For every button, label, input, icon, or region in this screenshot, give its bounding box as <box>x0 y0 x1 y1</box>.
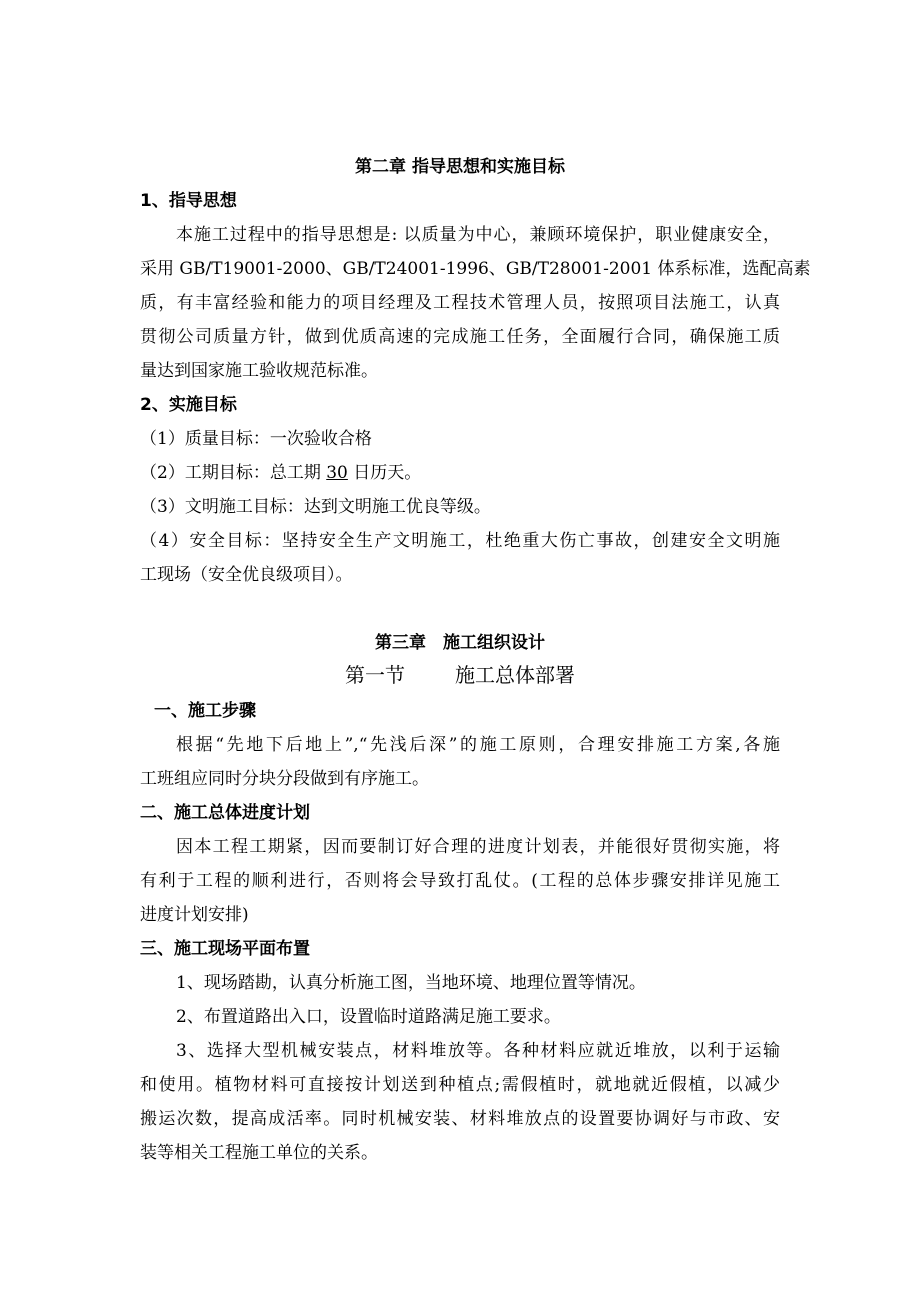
guiding-paragraph-line: 本施工过程中的指导思想是: 以质量为中心，兼顾环境保护，职业健康安全， <box>176 225 780 245</box>
goal-schedule <box>140 462 421 484</box>
goal-schedule-days: 30 <box>326 463 348 483</box>
heading-steps: 一、施工步骤 <box>154 701 256 721</box>
layout-item-3-line: 装等相关工程施工单位的关系。 <box>140 1143 378 1163</box>
section-label: 第一节 <box>345 663 405 687</box>
layout-item-1: 1、现场踏勘，认真分析施工图，当地环境、地理位置等情况。 <box>176 973 646 993</box>
guiding-paragraph-line: 量达到国家施工验收规范标准。 <box>140 361 378 381</box>
guiding-paragraph-line: 贯彻公司质量方针，做到优质高速的完成施工任务，全面履行合同，确保施工质 <box>140 327 780 347</box>
goal-safety-line: 工现场（安全优良级项目）。 <box>140 565 353 585</box>
steps-paragraph-line: 根据“先地下后地上”,“先浅后深”的施工原则，合理安排施工方案,各施 <box>176 735 780 755</box>
guiding-paragraph-line: 质，有丰富经验和能力的项目经理及工程技术管理人员，按照项目法施工，认真 <box>140 293 780 313</box>
chapter3-title: 第三章 施工组织设计 <box>375 633 545 653</box>
chapter2-title: 第二章 指导思想和实施目标 <box>355 157 565 177</box>
layout-item-3-line: 3、选择大型机械安装点，材料堆放等。各种材料应就近堆放，以利于运输 <box>176 1041 780 1061</box>
schedule-paragraph-line: 有利于工程的顺利进行，否则将会导致打乱仗。(工程的总体步骤安排详见施工 <box>140 871 780 891</box>
section-name: 施工总体部署 <box>455 663 575 687</box>
layout-item-3-line: 搬运次数，提高成活率。同时机械安装、材料堆放点的设置要协调好与市政、安 <box>140 1109 780 1129</box>
section-goals-heading: 2、实施目标 <box>140 395 237 415</box>
steps-paragraph-line: 工班组应同时分块分段做到有序施工。 <box>140 769 429 789</box>
layout-item-3-line: 和使用。植物材料可直接按计划送到种植点;需假植时，就地就近假植，以减少 <box>140 1075 780 1095</box>
goal-civilized: （3）文明施工目标：达到文明施工优良等级。 <box>140 497 491 517</box>
guiding-paragraph-line: 采用 GB/T19001-2000、GB/T24001-1996、GB/T28001-2001 体系标准，选配高素 <box>140 259 811 279</box>
goal-quality: （1）质量目标：一次验收合格 <box>140 429 372 449</box>
layout-item-2: 2、布置道路出入口，设置临时道路满足施工要求。 <box>176 1007 561 1027</box>
goal-schedule-prefix: （2）工期目标：总工期 <box>140 463 327 483</box>
section-title <box>0 662 920 688</box>
schedule-paragraph-line: 因本工程工期紧，因而要制订好合理的进度计划表，并能很好贯彻实施，将 <box>176 837 780 857</box>
schedule-paragraph-line: 进度计划安排) <box>140 905 249 925</box>
section-guiding-heading: 1、指导思想 <box>140 191 237 211</box>
goal-schedule-suffix: 日历天。 <box>347 463 422 483</box>
heading-schedule: 二、施工总体进度计划 <box>140 803 310 823</box>
heading-layout: 三、施工现场平面布置 <box>140 939 310 959</box>
goal-safety-line: （4）安全目标：坚持安全生产文明施工，杜绝重大伤亡事故，创建安全文明施 <box>140 531 780 551</box>
